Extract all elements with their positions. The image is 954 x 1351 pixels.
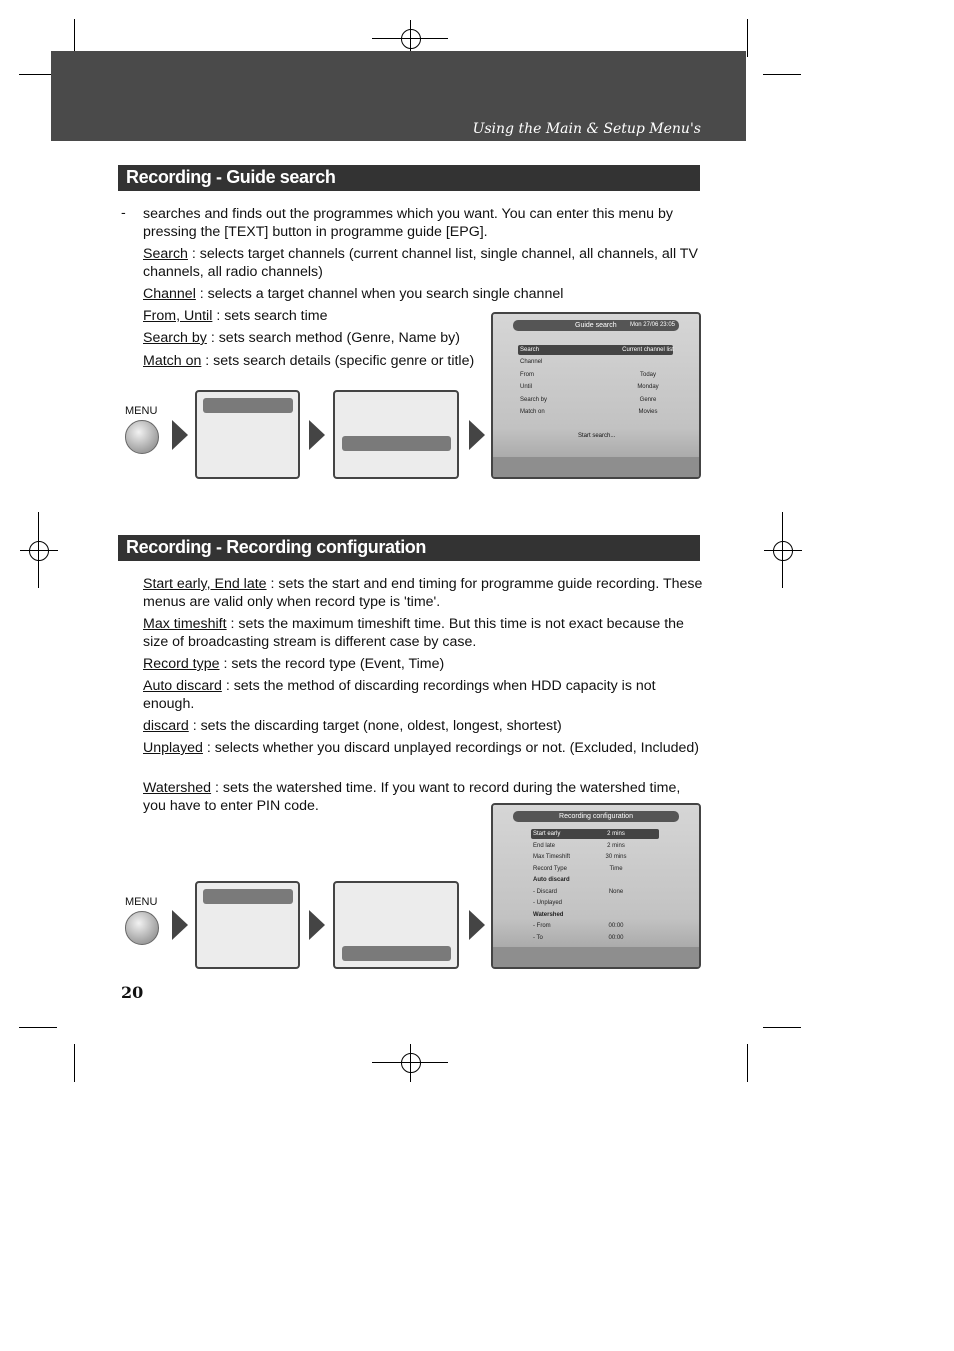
desc: : selects target channels (current channel list, single channel, all channels, all TV channels, all radio channels) <box>143 246 698 280</box>
menu-step-2 <box>333 390 459 479</box>
row-key: - Discard <box>533 889 558 895</box>
desc: : sets the method of discarding recordings when HDD capacity is not enough. <box>143 678 656 712</box>
desc-match-on <box>143 352 488 370</box>
arrow-right-icon <box>172 420 188 450</box>
arrow-right-icon <box>309 910 325 940</box>
crop-mark <box>19 1027 57 1028</box>
menu-highlight <box>342 436 451 451</box>
row-value: Today <box>639 372 656 378</box>
screen-row[interactable] <box>531 887 659 897</box>
screen-row[interactable] <box>518 370 673 380</box>
desc: : sets search time <box>212 308 328 324</box>
term: Watershed <box>143 780 212 796</box>
desc-record-type <box>143 655 703 673</box>
screen-title-bar <box>513 811 679 822</box>
guide-search-screen <box>491 312 701 479</box>
desc-search <box>143 245 703 281</box>
crop-mark <box>763 1027 801 1028</box>
arrow-right-icon <box>469 910 485 940</box>
registration-line <box>764 550 802 551</box>
row-key: - Unplayed <box>533 900 563 906</box>
desc-start-early-end-late <box>143 575 703 611</box>
registration-line <box>38 512 39 588</box>
screen-row[interactable] <box>518 407 673 417</box>
desc: : sets the record type (Event, Time) <box>219 656 445 672</box>
crop-mark <box>747 19 748 57</box>
row-value: Movies <box>638 409 658 415</box>
row-key: Search by <box>520 397 548 403</box>
term: Search by <box>143 330 207 346</box>
menu-highlight <box>203 889 293 904</box>
row-value: Monday <box>637 384 659 390</box>
menu-step-1 <box>195 881 300 969</box>
desc: : selects a target channel when you search single channel <box>195 286 564 302</box>
menu-step-2 <box>333 881 459 969</box>
crop-mark <box>763 74 801 75</box>
header-title: Using the Main & Setup Menu's <box>472 121 701 137</box>
screen-footer <box>493 947 699 967</box>
desc-max-timeshift <box>143 615 703 651</box>
screen-row[interactable] <box>518 357 673 367</box>
registration-line <box>410 1044 411 1082</box>
screen-footer <box>493 457 699 477</box>
screen-title: Guide search <box>575 322 617 329</box>
crop-mark <box>747 1044 748 1082</box>
section-heading-text: Recording - Recording configuration <box>126 537 426 557</box>
row-key: Channel <box>520 359 543 365</box>
desc-unplayed <box>143 739 703 757</box>
desc-discard <box>143 717 703 735</box>
registration-mark <box>29 541 49 561</box>
screen-row <box>531 910 659 920</box>
row-key: Record Type <box>533 866 567 872</box>
term: Search <box>143 246 188 262</box>
screen-row[interactable] <box>518 382 673 392</box>
screen-datetime: Mon 27/06 23:05 <box>629 322 675 328</box>
row-key: From <box>520 372 534 378</box>
screen-row[interactable] <box>531 829 659 839</box>
bullet-dash: - <box>121 205 126 221</box>
row-key: End late <box>533 843 556 849</box>
row-value: 2 mins <box>607 831 625 837</box>
desc-from-until <box>143 307 483 325</box>
page-header <box>51 51 746 141</box>
desc: : sets the maximum timeshift time. But this time is not exact because the size of broadcasting stream is different case by case. <box>143 616 684 650</box>
screen-row[interactable] <box>531 864 659 874</box>
intro-text: searches and finds out the programmes which you want. You can enter this menu by pressing the [TEXT] button in programme guide [EPG]. <box>143 206 673 240</box>
term: Auto discard <box>143 678 222 694</box>
registration-mark <box>401 29 421 49</box>
desc: : sets the discarding target (none, oldest, longest, shortest) <box>188 718 562 734</box>
menu-highlight <box>203 398 293 413</box>
screen-row[interactable] <box>531 841 659 851</box>
screen-row[interactable] <box>518 345 673 355</box>
term: Max timeshift <box>143 616 227 632</box>
crop-mark <box>74 1044 75 1082</box>
screen-title: Recording configuration <box>559 813 633 820</box>
row-value: 00:00 <box>608 923 624 929</box>
row-value: Time <box>609 866 623 872</box>
term: Unplayed <box>143 740 203 756</box>
row-key: Search <box>520 347 540 353</box>
registration-line <box>782 512 783 588</box>
desc: : sets the watershed time. If you want to record during the watershed time, you have to enter PIN code. <box>143 780 681 814</box>
desc-channel <box>143 285 703 303</box>
row-key: Auto discard <box>533 877 570 883</box>
menu-button-icon <box>125 420 159 454</box>
registration-line <box>20 550 58 551</box>
arrow-right-icon <box>172 910 188 940</box>
desc: : sets the start and end timing for programme guide recording. These menus are valid only when record type is 'time'. <box>143 576 703 610</box>
term: Start early, End late <box>143 576 267 592</box>
menu-label: MENU <box>125 405 158 417</box>
menu-label: MENU <box>125 896 158 908</box>
page-number: 20 <box>121 983 144 1002</box>
desc-search-by <box>143 329 488 347</box>
recording-configuration-screen <box>491 803 701 969</box>
row-key: Start early <box>533 831 561 837</box>
menu-button-icon <box>125 911 159 945</box>
term: Match on <box>143 353 202 369</box>
menu-highlight <box>342 946 451 961</box>
screen-row[interactable] <box>531 898 659 908</box>
row-value: 00:00 <box>608 935 624 941</box>
row-value: Current channel list <box>622 347 674 353</box>
screen-row[interactable] <box>531 852 659 862</box>
screen-title-bar <box>513 320 679 331</box>
term: Channel <box>143 286 196 302</box>
desc: : sets search method (Genre, Name by) <box>206 330 461 346</box>
term: From, Until <box>143 308 213 324</box>
desc: : selects whether you discard unplayed recordings or not. (Excluded, Included) <box>202 740 699 756</box>
desc-auto-discard <box>143 677 703 713</box>
row-value: Genre <box>639 397 657 403</box>
registration-mark <box>401 1053 421 1073</box>
menu-step-1 <box>195 390 300 479</box>
section-heading-recording-configuration <box>118 535 700 561</box>
row-key: Max Timeshift <box>533 854 571 860</box>
screen-row <box>531 875 659 885</box>
row-key: - To <box>533 935 543 941</box>
screen-row[interactable] <box>531 921 659 931</box>
arrow-right-icon <box>309 420 325 450</box>
section-heading-guide-search <box>118 165 700 191</box>
row-value: 30 mins <box>605 854 627 860</box>
term: Record type <box>143 656 220 672</box>
screen-row[interactable] <box>518 395 673 405</box>
row-value: 2 mins <box>607 843 625 849</box>
row-key: Match on <box>520 409 545 415</box>
row-key: Until <box>520 384 533 390</box>
registration-mark <box>773 541 793 561</box>
arrow-right-icon <box>469 420 485 450</box>
row-key: - From <box>533 923 551 929</box>
section-heading-text: Recording - Guide search <box>126 167 336 187</box>
row-value: None <box>608 889 624 895</box>
row-key: Watershed <box>533 912 564 918</box>
term: discard <box>143 718 189 734</box>
start-search-action[interactable]: Start search... <box>578 433 616 439</box>
screen-row[interactable] <box>531 933 659 943</box>
desc: : sets search details (specific genre or title) <box>201 353 475 369</box>
